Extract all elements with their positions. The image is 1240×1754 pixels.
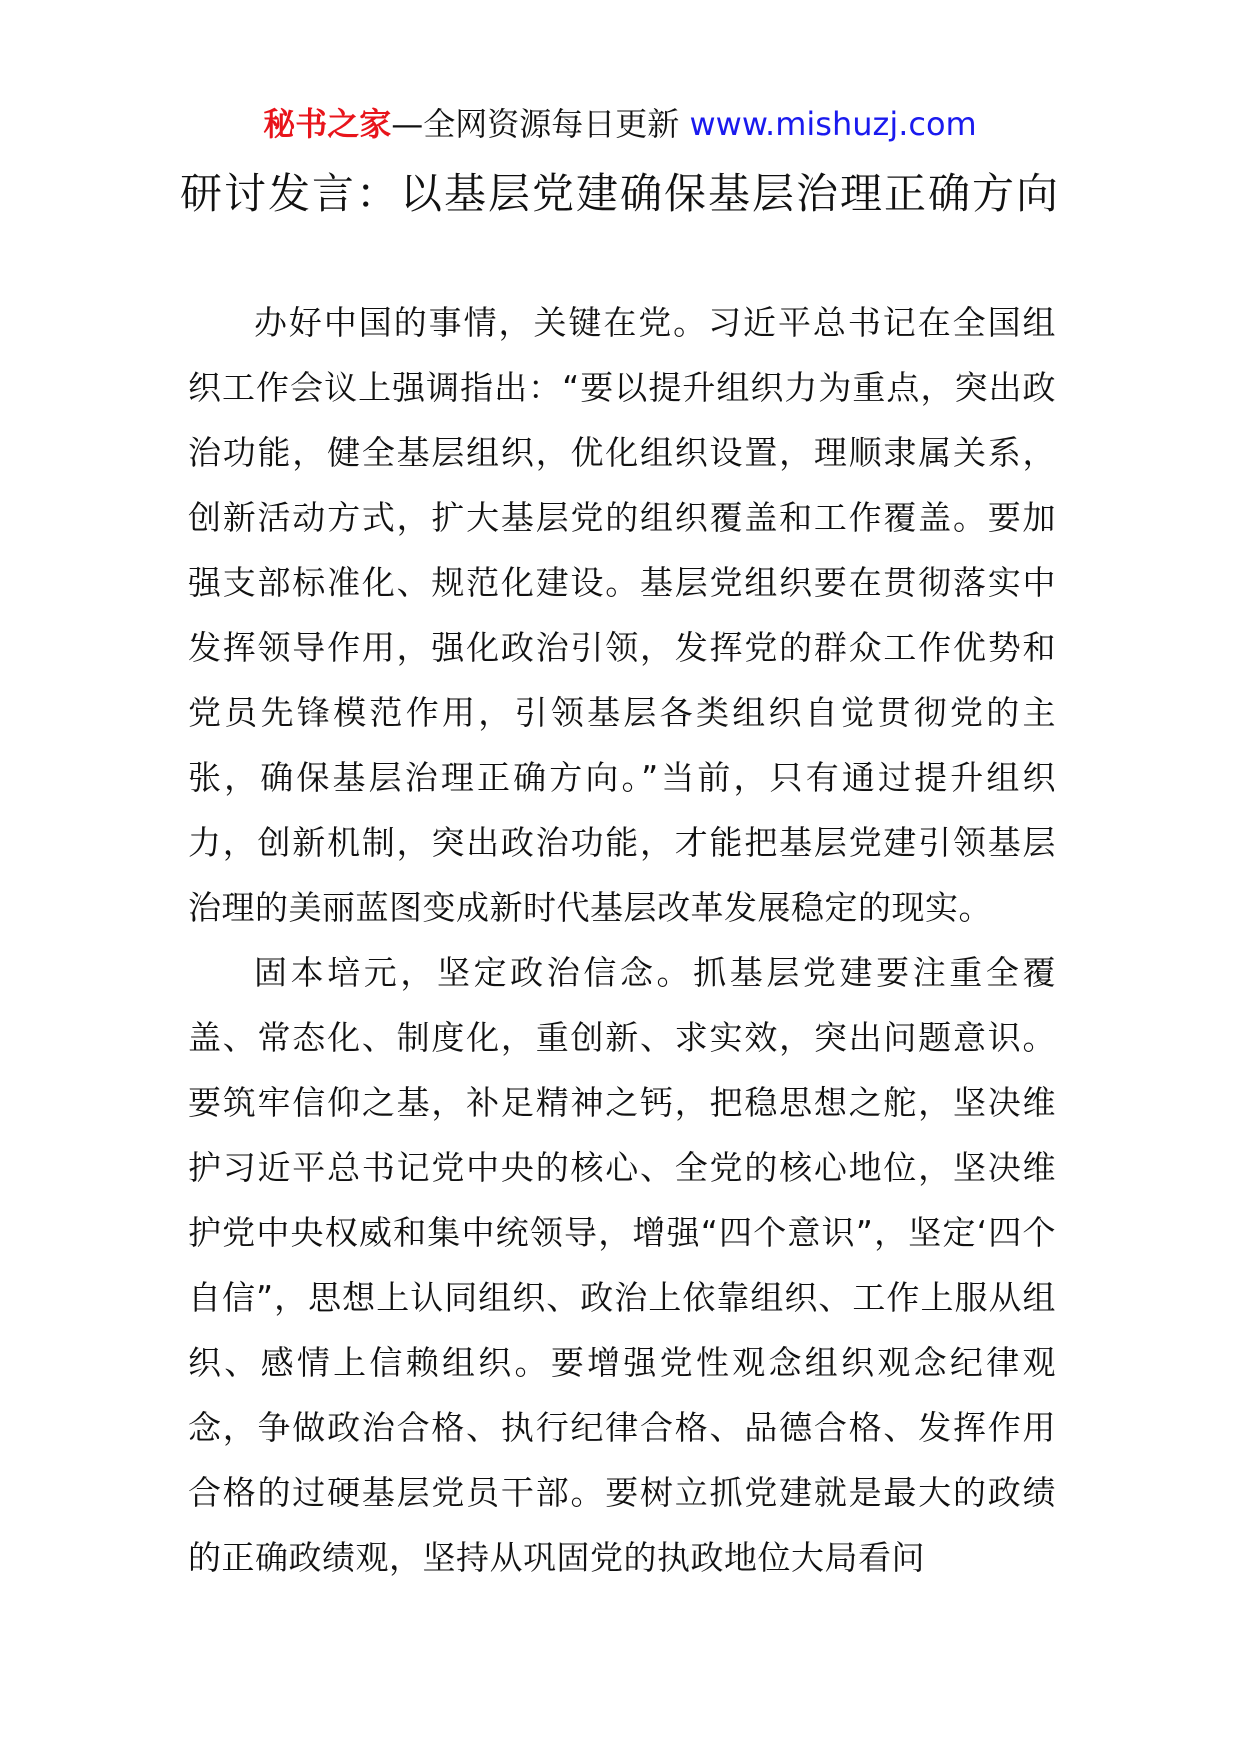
paragraph: 办好中国的事情，关键在党。习近平总书记在全国组织工作会议上强调指出：“要以提升组织力为重点，突出政治功能，健全基层组织，优化组织设置，理顺隶属关系，创新活动方式，扩大基层党的组织覆盖和工作覆盖。要加强支部标准化、规范化建设。基层党组织要在贯彻落实中发挥领导作用，强化政治引领，发挥党的群众工作优势和党员先锋模范作用，引领基层各类组织自觉贯彻党的主张，确保基层治理正确方向。”当前，只有通过提升组织力，创新机制，突出政治功能，才能把基层党建引领基层治理的美丽蓝图变成新时代基层改革发展稳定的现实。	[188, 303, 1056, 927]
site-brand: 秘书之家	[263, 105, 392, 143]
document-body	[188, 290, 1056, 1590]
site-url-link[interactable]: www.mishuzj.com	[689, 105, 977, 143]
site-header	[0, 100, 1240, 148]
paragraph: 固本培元，坚定政治信念。抓基层党建要注重全覆盖、常态化、制度化，重创新、求实效，突出问题意识。要筑牢信仰之基，补足精神之钙，把稳思想之舵，坚决维护习近平总书记党中央的核心、全党的核心地位，坚决维护党中央权威和集中统领导，增强“四个意识”，坚定‘四个自信”，思想上认同组织、政治上依靠组织、工作上服从组织、感情上信赖组织。要增强党性观念组织观念纪律观念，争做政治合格、执行纪律合格、品德合格、发挥作用合格的过硬基层党员干部。要树立抓党建就是最大的政绩的正确政绩观，坚持从巩固党的执政地位大局看问	[188, 953, 1056, 1577]
document-title: 研讨发言：以基层党建确保基层治理正确方向	[179, 169, 1060, 218]
site-tagline: —全网资源每日更新	[391, 105, 690, 143]
